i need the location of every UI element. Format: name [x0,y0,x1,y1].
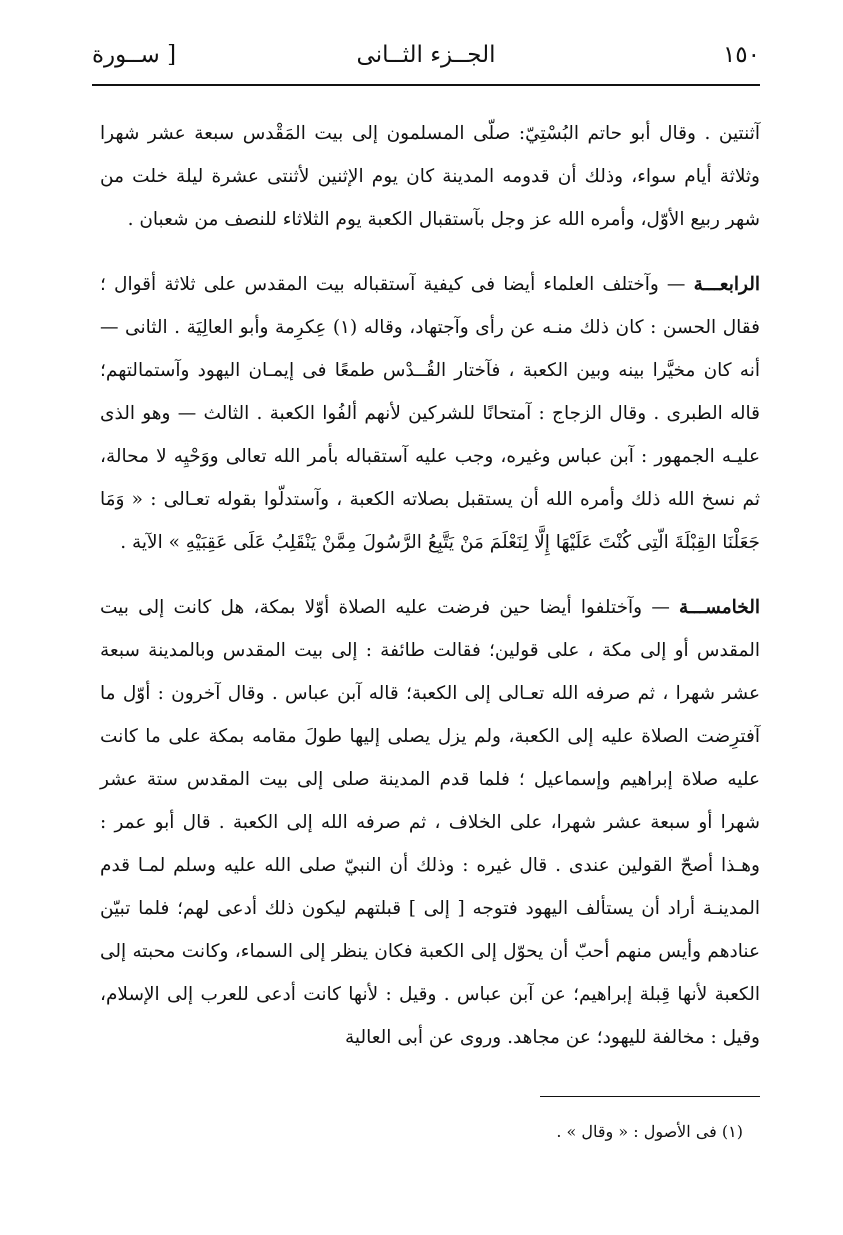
paragraph-lead: الرابعـــة [693,274,760,295]
paragraph-lead: الخامســـة [679,597,760,618]
sura-label: [ ســورة [92,42,177,68]
paragraph [100,112,760,241]
footnote: (١) فى الأصول : « وقال » . [556,1122,743,1141]
paragraph [100,586,760,1059]
paragraph-text: آثنتين . وقال أبو حاتم البُسْتِيّ: صلّى المسلمون إلى بيت المَقْدس سبعة عشر شهرا وثلاثة أيام سواء، وذلك أن قدومه المدينة كان يوم الإثنين لأثنتى عشرة ليلة خلت من شهر ربيع الأوّل، وأمره الله عز وجل بآستقبال الكعبة يوم الثلاثاء للنصف من شعبان . [100,123,760,230]
paragraph-text: — وآختلف العلماء أيضا فى كيفية آستقباله بيت المقدس على ثلاثة أقوال ؛ فقال الحسن : كان ذلك منـه عن رأى وآجتهاد، وقاله (١) عِكرِمة وأبو العالِيَة . الثانى — أنه كان مخيَّرا بينه وبين الكعبة ، فآختار القُــدْس طمعًا فى إيمـان اليهود وآستمالتهم؛ قاله الطبرى . وقال الزجاج : آمتحانًا للشركين لأنهم ألفُوا الكعبة . الثالث — وهو الذى عليـه الجمهور : آبن عباس وغيره، وجب عليه آستقباله بأمر الله تعالى ووَحْيِه لا محالة، ثم نسخ الله ذلك وأمره الله أن يستقبل بصلاته الكعبة ، وآستدلّوا بقوله تعـالى : « وَمَا جَعَلْنَا القِبْلَةَ الّتِى كُنْتَ عَلَيْهَا إِلَّا لِنَعْلَمَ مَنْ يَتَّبِعُ الرَّسُولَ مِمَّنْ يَنْقَلِبُ عَلَى عَقِبَيْهِ » الآية . [100,274,761,553]
page-number: ١٥٠ [722,42,760,68]
body-text [100,112,760,1081]
page-header [92,38,760,78]
footnote-rule [540,1096,760,1097]
header-rule [92,84,760,86]
paragraph [100,263,760,564]
paragraph-text: — وآختلفوا أيضا حين فرضت عليه الصلاة أوّلا بمكة، هل كانت إلى بيت المقدس أو إلى مكة ، على قولين؛ فقالت طائفة : إلى بيت المقدس وبالمدينة سبعة عشر شهرا ، ثم صرفه الله تعـالى إلى الكعبة؛ قاله آبن عباس . وقال آخرون : أوّل ما آفترِضت الصلاة عليه إلى الكعبة، ولم يزل يصلى إليها طولَ مقامه بمكة على ما كانت عليه صلاة إبراهيم وإسماعيل ؛ فلما قدم المدينة صلى إلى بيت المقدس ستة عشر شهرا أو سبعة عشر شهرا، على الخلاف ، ثم صرفه الله إلى الكعبة . قال أبو عمر : وهـذا أصحّ القولين عندى . قال غيره : وذلك أن النبيّ صلى الله عليه وسلم لمـا قدم المدينـة أراد أن يستألف اليهود فتوجه [ إلى ] قبلتهم ليكون ذلك أدعى لهم؛ فلما تبيّن عنادهم وأيس منهم أحبّ أن يحوّل إلى الكعبة فكان ينظر إلى السماء، وكانت محبته إلى الكعبة لأنها قِبلة إبراهيم؛ عن آبن عباس . وقيل : لأنها كانت أدعى للعرب إلى الإسلام، وقيل : مخالفة لليهود؛ عن مجاهد. وروى عن أبى العالية [100,597,760,1048]
running-title: الجــزء الثــانى [356,42,496,68]
